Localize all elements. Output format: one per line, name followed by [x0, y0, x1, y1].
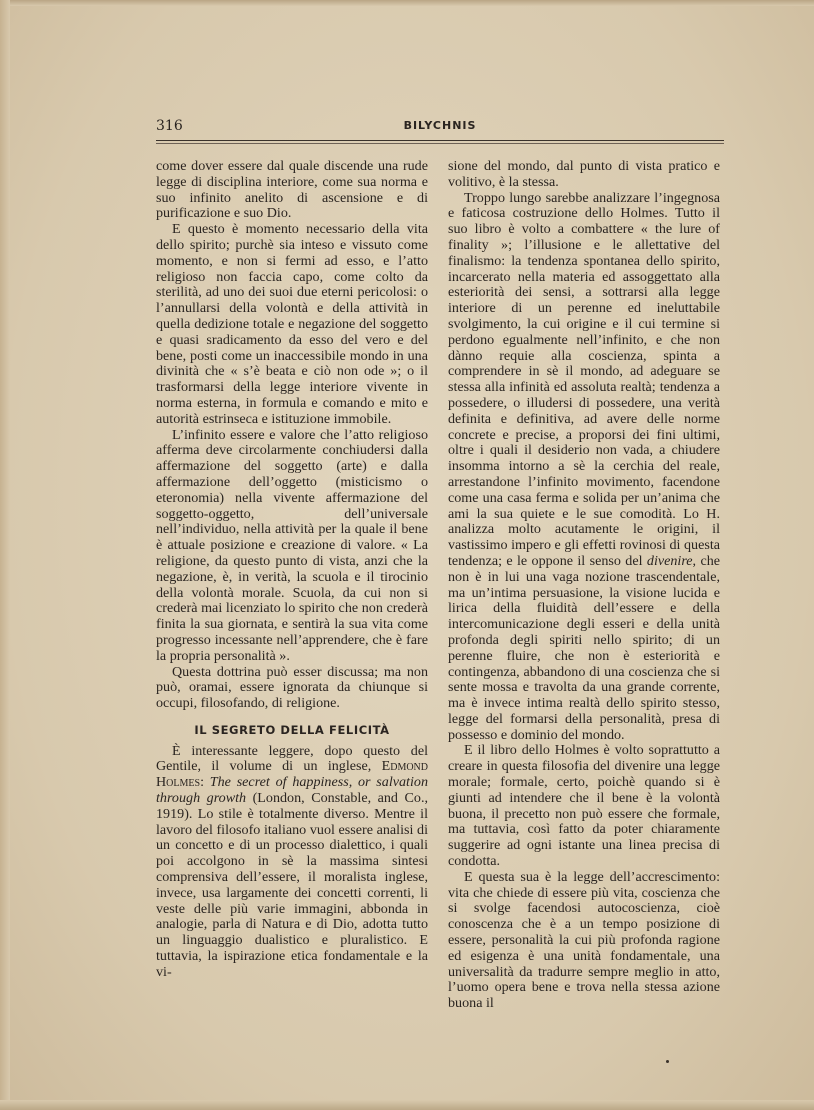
text-run: Troppo lungo sarebbe analizzare l’ingegnosa e faticosa costruzione dello Holmes. Tutto il suo libro è volto a combattere « the lure of finality »; l’illusione e le allettative del finalismo: la tendenza spontanea dello spirito, incarcerato nella materia ed assoggettato alla esteriorità dei sensi, a sottrarsi alla legge interiore di un perenne ed ineluttabile svolgimento, la cui origine e il cui termine si perdono egualmente nell’infinito, e che non dànno requie alla coscienza, spinta a comprendere in sè il mondo, ad adeguare se stessa alla infinità ed assoluta realtà; tendenza a possedere, o illudersi di possedere, una verità definita e definitiva, ad avere delle norme concrete e precise, a proporsi dei fini ultimi, oltre i quali il desiderio non vada, a chiudere insomma intorno a sè la cerchia del reale, arrestandone l’infinito movimento, facendone come una casa ferma e solida per un’anima che ami la sua quiete e le sue comodità. Lo H. analizza molto acutamente le origini, il vastissimo impero e gli effetti rovinosi di questa tendenza; e le oppone il senso del — [448, 189, 720, 569]
ink-speck — [666, 1060, 669, 1063]
paragraph: Questa dottrina può esser discussa; ma non può, oramai, essere ignorata da chiunque si occupi, filosofando, di religione. — [156, 663, 428, 712]
text-run: È interessante leggere, dopo questo del Gentile, il volume di un inglese, — [156, 742, 428, 775]
paragraph — [156, 744, 428, 981]
text-run: , che non è in lui una vaga nozione trascendentale, ma un’intima persuasione, la visione lucida e lirica della fluidità dell’essere e della intercomunicazione degli esseri e della unità profonda degli spiriti nello spirito; di un perenne fluire, che non è esteriorità e contingenza, abbandono di una coscienza che si sente mossa e travolta da una grande corrente, ma è invece intima realtà dello spirito stesso, legge del formarsi della personalità, presa di possesso e dominio del mondo. — [448, 552, 720, 743]
italic-term: divenire — [646, 552, 693, 569]
page-header — [156, 118, 724, 140]
author-name: Edmond Holmes — [156, 758, 428, 791]
paragraph: come dover essere dal quale discende una rude legge di disciplina interiore, come sua norma e suo infinito anelito di ascensione e di purificazione e suo Dio. — [156, 158, 428, 222]
paragraph: E questa sua è la legge dell’accrescimento: vita che chiede di essere più vita, coscienza che si svolge facendosi autocoscienza, cioè conoscenza che è a un tempo posizione di essere, personalità la cui più profonda ragione ed esigenza è una unità fondamentale, una universalità da tradurre sempre meglio in atto, l’uomo opera bene e trova nella stessa azione buona il — [448, 868, 720, 1012]
page-bottom-edge — [0, 1100, 814, 1110]
paragraph — [448, 191, 720, 744]
page-number: 316 — [156, 118, 183, 134]
section-title: IL SEGRETO DELLA FELICITÀ — [194, 722, 390, 737]
header-rule-thin — [156, 143, 724, 144]
right-column — [448, 159, 720, 1012]
paragraph: E il libro dello Holmes è volto soprattutto a creare in questa filosofia del divenire una legge morale; formale, certo, poichè quando si è giunti ad intendere che il bene è la volontà buona, il precetto non può essere che formale, ma tuttavia, così fatto da poter chiaramente suggerire ad ogni istante una linea precisa di condotta. — [448, 742, 720, 870]
text-run: (London, Constable, and Co., 1919). Lo stile è totalmente diverso. Mentre il lavoro del filosofo italiano vuol essere analisi di un concetto e di un processo dialettico, i quali poi accolgono in sè la massima sintesi comprensiva dell’essere, il moralista inglese, invece, usa largamente dei concetti correnti, li veste delle più varie immagini, abbonda in analogie, parla di Natura e di Dio, adotta tutto un linguaggio dualistico e pluralistico. E tuttavia, la ispirazione etica fondamentale e la vi- — [156, 790, 429, 980]
page-left-edge — [0, 0, 10, 1110]
header-rule — [156, 140, 724, 141]
running-title: BILYCHNIS — [403, 119, 477, 132]
left-column — [156, 159, 428, 981]
paragraph: E questo è momento necessario della vita dello spirito; purchè sia inteso e vissuto come momento, e non si fermi ad esso, e l’atto religioso non faccia capo, come colto da sterilità, ad uno dei suoi due eterni pericolosi: o l’annullarsi della volontà e della attività in quella dedizione totale e negazione del soggetto e quasi sradicamento da esso del vero e del bene, posti come un inaccessibile mondo in una divinità che « s’è beata e ciò non ode »; o il trasformarsi della legge interiore vivente in norma esterna, in formula e comando e mito e autorità estrinseca e istituzione immobile. — [156, 221, 428, 427]
paragraph: sione del mondo, dal punto di vista pratico e volitivo, è la stessa. — [448, 158, 720, 190]
page-top-edge — [0, 0, 814, 6]
book-title: The secret of happiness, or salvation through growth — [156, 774, 428, 807]
text-run: : — [200, 774, 210, 791]
paragraph: L’infinito essere e valore che l’atto religioso afferma deve circolarmente conchiudersi dalla affermazione del soggetto (arte) e dalla affermazione dell’oggetto (misticismo o eteronomia) nella vivente affermazione del soggetto-oggetto, dell’universale nell’individuo, nella attività per la quale il bene è attuale posizione e creazione di valore. « La religione, da questo punto di vista, anzi che la negazione, è, in verità, la scuola e il tirocinio della volontà morale. Scuola, da cui non si crederà mai licenziato lo spirito che non crederà finita la sua giornata, e sentirà la sua vita come progresso incessante nell’apprendere, che è fare la propria personalità ». — [156, 426, 428, 664]
